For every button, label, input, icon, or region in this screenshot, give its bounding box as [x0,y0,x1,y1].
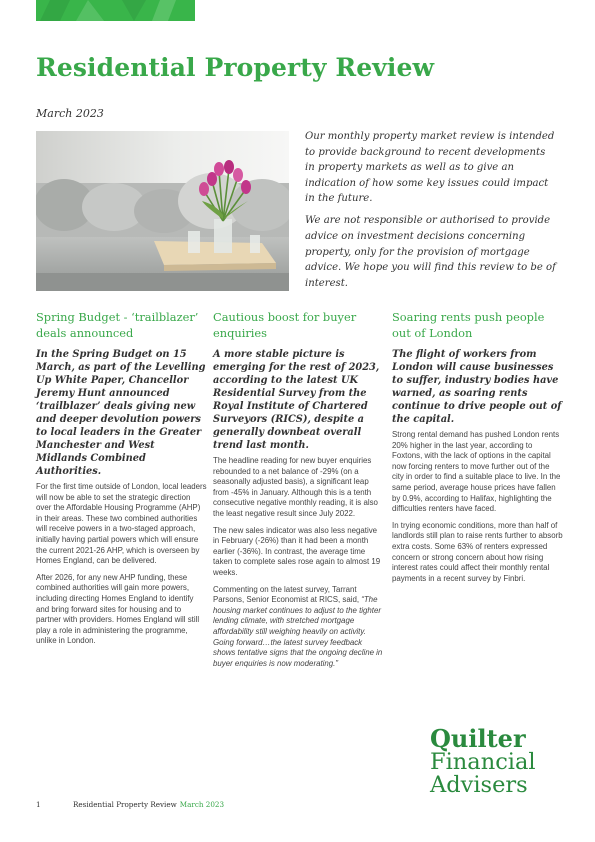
article-paragraph: Strong rental demand has pushed London rents 20% higher in the last year, according to Foxtons, with the lack of options in the capital now forcing renters to move further out of the city in order to find a suitable place to live. In the same period, average house prices have fallen by 0.9%, according to Halifax, highlighting the difficulties renters have faced. [392,430,561,514]
article-quote-paragraph [213,585,384,670]
article-lead: In the Spring Budget on 15 March, as part of the Levelling Up White Paper, Chancellor Jeremy Hunt announced ‘trailblazer’ deals giving new and deeper devolution powers to local leaders in the Greater Manchester and West Midlands Combined Authorities. [36,349,206,477]
article-london-rents [392,309,563,584]
article-lead: The flight of workers from London will cause businesses to suffer, industry bodies have warned, as soaring rents continue to drive people out of the capital. [392,349,562,425]
footer-title: Residential Property Review [73,800,177,809]
article-paragraph: In trying economic conditions, more than half of landlords still plan to raise rents further to absorb extra costs. Some 63% of renters expressed concern or strong concern about how rising interest rates could affect their monthly rental payments in a recent survey by Finbri. [392,520,563,583]
article-heading: Spring Budget - ‘trailblazer’ deals announced [36,310,199,340]
article-paragraph: For the first time outside of London, local leaders will now be able to set the strategic direction over the Affordable Housing Programme (AHP) in their areas. These two combined authorities will receive powers in a two-staged approach, initially having partial powers which will ensure the current 2021-26 AHP, which is overseen by Homes England, can be delivered. [36,482,207,566]
logo-brand: Quilter [430,724,526,753]
article-heading: Soaring rents push people out of London [392,310,545,340]
page-title: Residential Property Review [36,53,435,82]
page-footer [36,800,224,809]
article-lead: A more stable picture is emerging for the rest of 2023, according to the latest UK Residential Survey from the Royal Institute of Chartered Surveyors (RICS), despite a generally downbeat overall trend last month. [213,349,380,451]
sofa-tulips-photo [36,131,289,291]
intro-paragraph: Our monthly property market review is intended to provide background to recent developments in property markets as well as to give an indication of how some key issues could impact in the future. [305,131,555,205]
page-number: 1 [36,800,41,809]
header-decorative-band [36,0,195,21]
footer-date: March 2023 [179,800,225,809]
intro-paragraph: We are not responsible or authorised to provide advice on investment decisions concerning property, only for the provision of mortgage advice. We hope you will find this review to be of interest. [305,215,556,289]
article-buyer-enquiries [213,309,384,669]
quilter-logo [430,724,536,798]
article-paragraph: After 2026, for any new AHP funding, these combined authorities will gain more powers, including directing Homes England to identify and bring forward sites for housing and to partner with providers. Homes England will still play a role in administering the programme, unlike in London. [36,572,200,646]
intro-text [305,129,557,291]
quote-attribution: Commenting on the latest survey, Tarrant Parsons, Senior Economist at RICS, said, [213,584,362,605]
issue-date: March 2023 [36,107,104,120]
logo-line: Financial [430,748,536,775]
article-paragraph: The new sales indicator was also less negative in February (-26%) than it had been a month earlier (-36%). In contrast, the average time taken to complete sales rose again to almost 19 weeks. [213,525,381,577]
article-spring-budget [36,309,207,647]
quote-text: “The housing market continues to adjust to the tighter lending climate, with stretched mortgage affordability still weighing heavily on activity. Going forward…the latest survey feedback shows tentative signs that the ongoing decline in buyer enquiries is now moderating.” [213,595,383,668]
logo-line: Advisers [430,772,528,798]
band-pattern [36,0,195,21]
article-paragraph: The headline reading for new buyer enquiries rebounded to a net balance of -29% (on a seasonally adjusted basis), a significant leap from -45% in January. Although this is a tenth consecutive negative monthly reading, it is also the least negative result since July 2022. [213,456,378,518]
article-heading: Cautious boost for buyer enquiries [213,310,357,340]
